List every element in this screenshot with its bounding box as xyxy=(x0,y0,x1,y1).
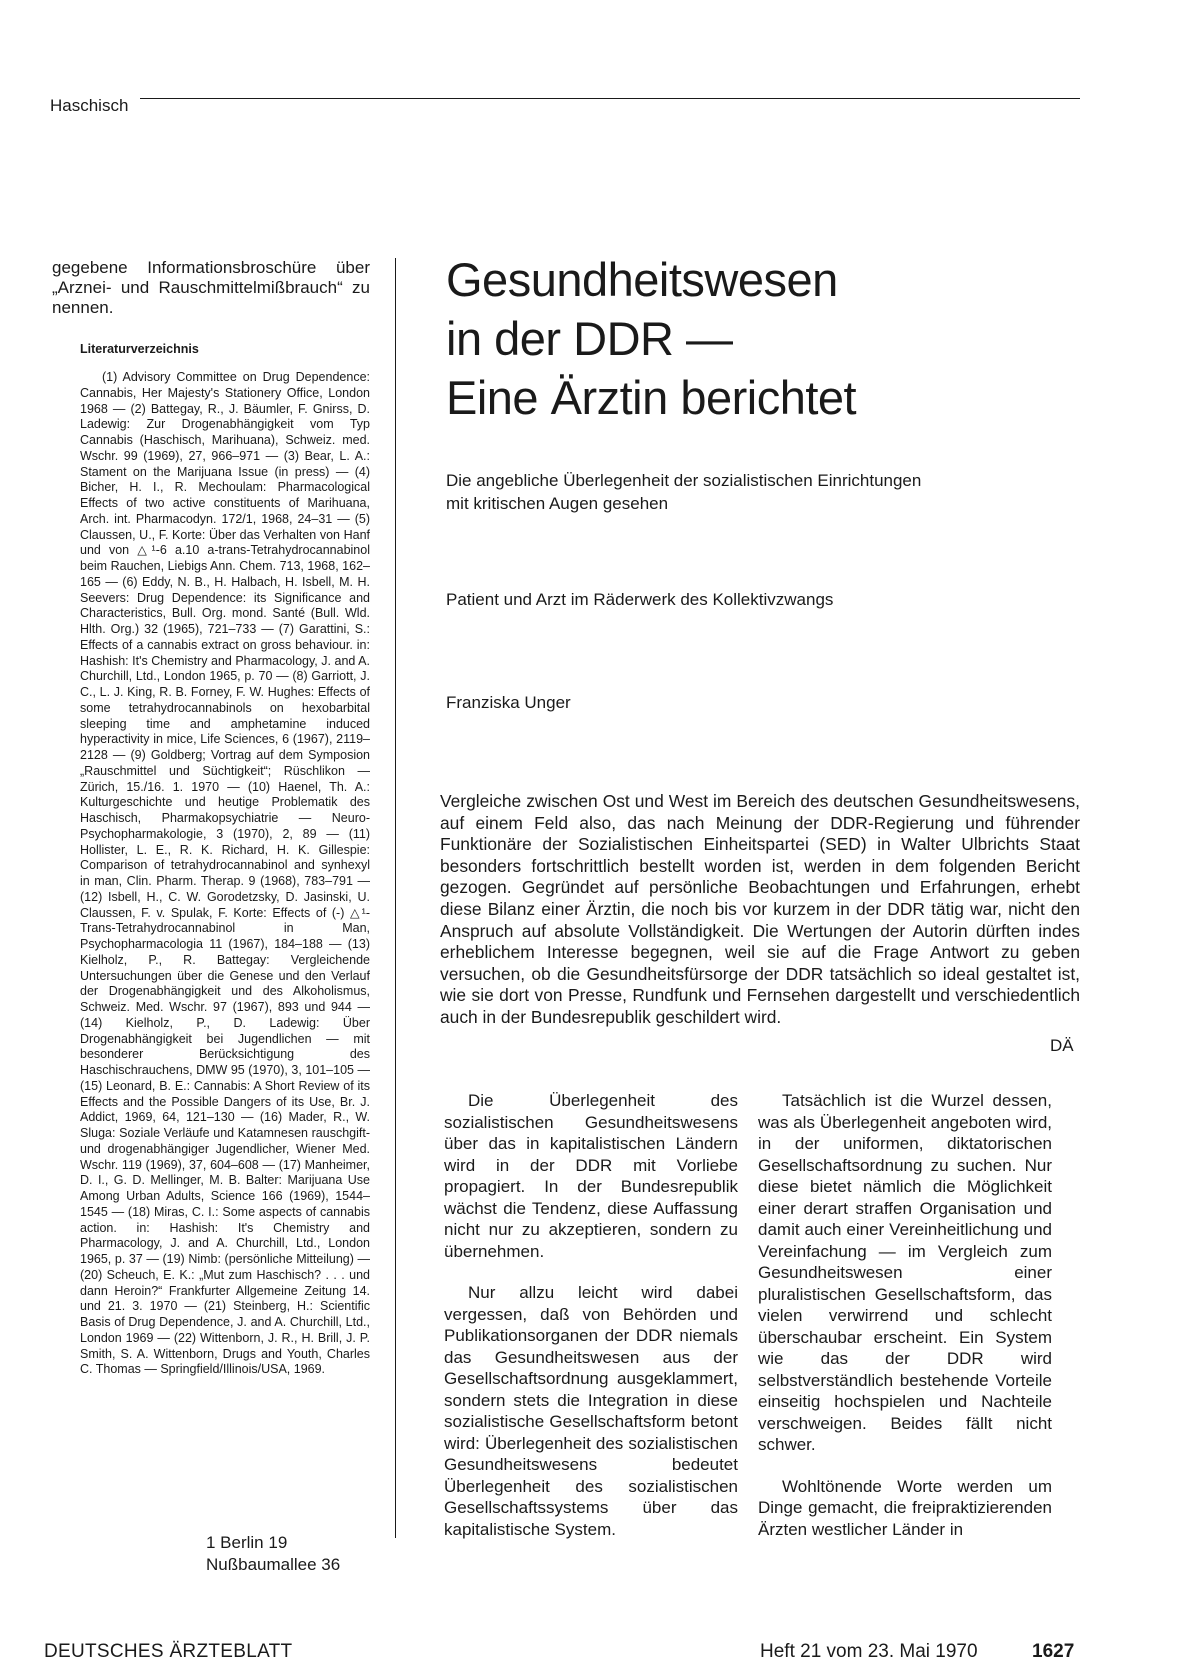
title-line-3: Eine Ärztin berichtet xyxy=(446,371,857,424)
subtitle-line-1: Die angebliche Überlegenheit der sozialistischen Einrichtungen xyxy=(446,471,922,490)
article-subtitle xyxy=(446,469,1046,515)
body-paragraph: Tatsächlich ist die Wurzel dessen, was als Überlegenheit angeboten wird, in der uniformen, diktatorischen Gesellschaftsordnung zu suchen. Nur diese bietet nämlich die Möglichkeit einer derart straffen Organisation und damit auch einer Vereinheitlichung und Vereinfachung — im Vergleich zum Gesundheitswesen einer pluralistischen Gesellschaftsform, das vielen verwirrend und schlecht überschaubar erscheint. Ein System wie das der DDR wird selbstverständlich bestehende Vorteile einseitig hochspielen und Nachteile verschweigen. Beides fällt nicht schwer. xyxy=(758,1091,1052,1454)
journal-name: DEUTSCHES ÄRZTEBLATT xyxy=(44,1641,293,1662)
body-paragraph: Nur allzu leicht wird dabei vergessen, daß von Behörden und Publikationsorganen der DDR niemals das Gesundheitswesen aus der Gesellschaftsordnung ausgeklammert, sondern stets die Integration in diese sozialistische Gesellschaftsform betont wird: Überlegenheit des sozialistischen Gesundheitswesens bedeutet Überlegenheit des sozialistischen Gesellschaftssystems über das kapitalistische System. xyxy=(444,1283,738,1539)
article-author: Franziska Unger xyxy=(446,693,571,712)
section-label: Haschisch xyxy=(50,96,129,115)
title-line-2: in der DDR — xyxy=(446,312,733,365)
article-kicker: Patient und Arzt im Räderwerk des Kollektivzwangs xyxy=(446,590,834,609)
address-city: 1 Berlin 19 xyxy=(206,1533,288,1552)
body-paragraph: Wohltönende Worte werden um Dinge gemacht, die freipraktizierenden Ärzten westlicher Länder in xyxy=(758,1476,1052,1539)
left-column xyxy=(52,258,370,1378)
column-divider xyxy=(395,258,396,1538)
address-street: Nußbaumallee 36 xyxy=(206,1555,341,1574)
page-number: 1627 xyxy=(1032,1641,1075,1662)
header-rule xyxy=(140,98,1080,99)
body-paragraph: Die Überlegenheit des sozialistischen Gesundheitswesens über das in kapitalistischen Ländern wird in der DDR mit Vorliebe propagiert. In der Bundesrepublik wächst die Tendenz, diese Auffassung nicht nur zu akzeptieren, sondern zu übernehmen. xyxy=(444,1091,738,1261)
body-column-2 xyxy=(758,1090,1052,1560)
article-lead: Vergleiche zwischen Ost und West im Bereich des deutschen Gesundheitswesens, auf einem Feld also, das nach Meinung der DDR-Regierung und führender Funktionäre der Sozialistischen Einheitspartei (SED) in Walter Ulbrichts Staat besonders fortschrittlich bestellt worden ist, werden in dem folgenden Bericht gezogen. Gegründet auf persönliche Beobachtungen und Erfahrungen, erhebt diese Bilanz einer Ärztin, die noch bis vor kurzem in der DDR tätig war, nicht den Anspruch auf absolute Vollständigkeit. Die Wertungen der Autorin dürften indes erheblichem Interesse begegnen, weil sie auf die Frage Antwort zu geben versuchen, ob die Gesundheitsfürsorge der DDR tatsächlich so ideal gestaltet ist, wie sie dort von Presse, Rundfunk und Fernsehen dargestellt und verschiedentlich auch in der Bundesrepublik geschildert wird. xyxy=(440,791,1080,1027)
body-column-1 xyxy=(444,1090,738,1560)
article-title xyxy=(446,250,856,427)
references-heading: Literaturverzeichnis xyxy=(80,342,199,356)
title-line-1: Gesundheitswesen xyxy=(446,253,838,306)
author-address xyxy=(206,1532,340,1576)
lead-signature: DÄ xyxy=(1050,1036,1074,1055)
issue-info: Heft 21 vom 23. Mai 1970 xyxy=(760,1641,978,1662)
subtitle-line-2: mit kritischen Augen gesehen xyxy=(446,494,669,513)
previous-article-ending: gegebene Informationsbroschüre über „Arznei- und Rauschmittelmißbrauch“ zu nennen. xyxy=(52,258,370,317)
references-list: (1) Advisory Committee on Drug Dependence: Cannabis, Her Majesty's Stationery Office, London 1968 — (2) Battegay, R., J. Bäumler, F. Gnirss, D. Ladewig: Zur Drogenabhängigkeit vom Typ Cannabis (Haschisch, Marihuana), Schweiz. med. Wschr. 99 (1969), 27, 966–971 — (3) Bear, L. A.: Stament on the Marijuana Issue (in press) — (4) Bicher, H. I., R. Mechoulam: Pharmacological Effects of two active constituents of Marihuana, Arch. int. Pharmacodyn. 172/1, 1968, 24–31 — (5) Claussen, U., F. Korte: Über das Verhalten von Hanf und von △¹-6 a.10 a-trans-Tetrahydrocannabinol beim Rauchen, Liebigs Ann. Chem. 713, 1968, 162–165 — (6) Eddy, N. B., H. Halbach, H. Isbell, M. H. Seevers: Drug Dependence: its Significance and Characteristics, Bull. Org. mond. Santé (Bull. Wld. Hlth. Org.) 32 (1965), 721–733 — (7) Garattini, S.: Effects of a cannabis extract on gross behaviour. in: Hashish: It's Chemistry and Pharmacology, J. and A. Churchill, Ltd., London 1965, p. 70 — (8) Garriott, J. C., L. J. King, R. B. Forney, F. W. Hughes: Effects of some tetrahydrocannabinols on hexobarbital sleeping time and amphetamine induced hyperactivity in mice, Life Sciences, 6 (1967), 2119–2128 — (9) Goldberg; Vortrag auf dem Symposion „Rauschmittel und Süchtigkeit“; Rüschlikon — Zürich, 15./16. 1. 1970 — (10) Haenel, Th. A.: Kulturgeschichte und heutige Problematik des Haschisch, Pharmakopsychiatrie — Neuro-Psychopharmakologie, 3 (1970), 2, 89 — (11) Hollister, L. E., R. K. Richard, H. K. Gillespie: Comparison of tetrahydrocannabinol and synhexyl in man, Clin. Pharm. Therap. 9 (1968), 783–791 — (12) Isbell, H., C. W. Gorodetzsky, D. Jasinski, U. Claussen, F. v. Spulak, F. Korte: Effects of (-) △¹-Trans-Tetrahydrocannabinol in Man, Psychopharmacologia 11 (1967), 184–188 — (13) Kielholz, P., R. Battegay: Vergleichende Untersuchungen über die Genese und den Verlauf der Drogenabhängigkeit und des Alkoholismus, Schweiz. Med. Wschr. 97 (1967), 893 und 944 — (14) Kielholz, P., D. Ladewig: Über Drogenabhängigkeit bei Jugendlichen — mit besonderer Berücksichtigung des Haschischrauchens, DMW 95 (1970), 3, 101–105 — (15) Leonard, B. E.: Cannabis: A Short Review of its Effects and the Possible Dangers of its Use, Br. J. Addict, 1969, 64, 121–130 — (16) Mader, R., W. Sluga: Soziale Verläufe und Katamnesen rauschgift- und drogenabhängiger Jugendlicher, Wiener Med. Wschr. 119 (1969), 37, 604–608 — (17) Manheimer, D. I., G. D. Mellinger, M. B. Balter: Marijuana Use Among Urban Adults, Science 166 (1969), 1544–1545 — (18) Miras, C. I.: Some aspects of cannabis action. in: Hashish: It's Chemistry and Pharmacology, J. and A. Churchill, Ltd., London 1965, p. 37 — (19) Nimb: (persönliche Mitteilung) — (20) Scheuch, E. K.: „Mut zum Haschisch? . . . und dann Heroin?“ Frankfurter Allgemeine Zeitung 14. und 21. 3. 1970 — (21) Steinberg, H.: Scientific Basis of Drug Dependence, J. and A. Churchill, Ltd., London 1969 — (22) Wittenborn, J. R., H. Brill, J. P. Smith, S. A. Wittenborn, Drugs and Youth, Charles C. Thomas — Springfield/Illinois/USA, 1969. xyxy=(80,370,370,1377)
